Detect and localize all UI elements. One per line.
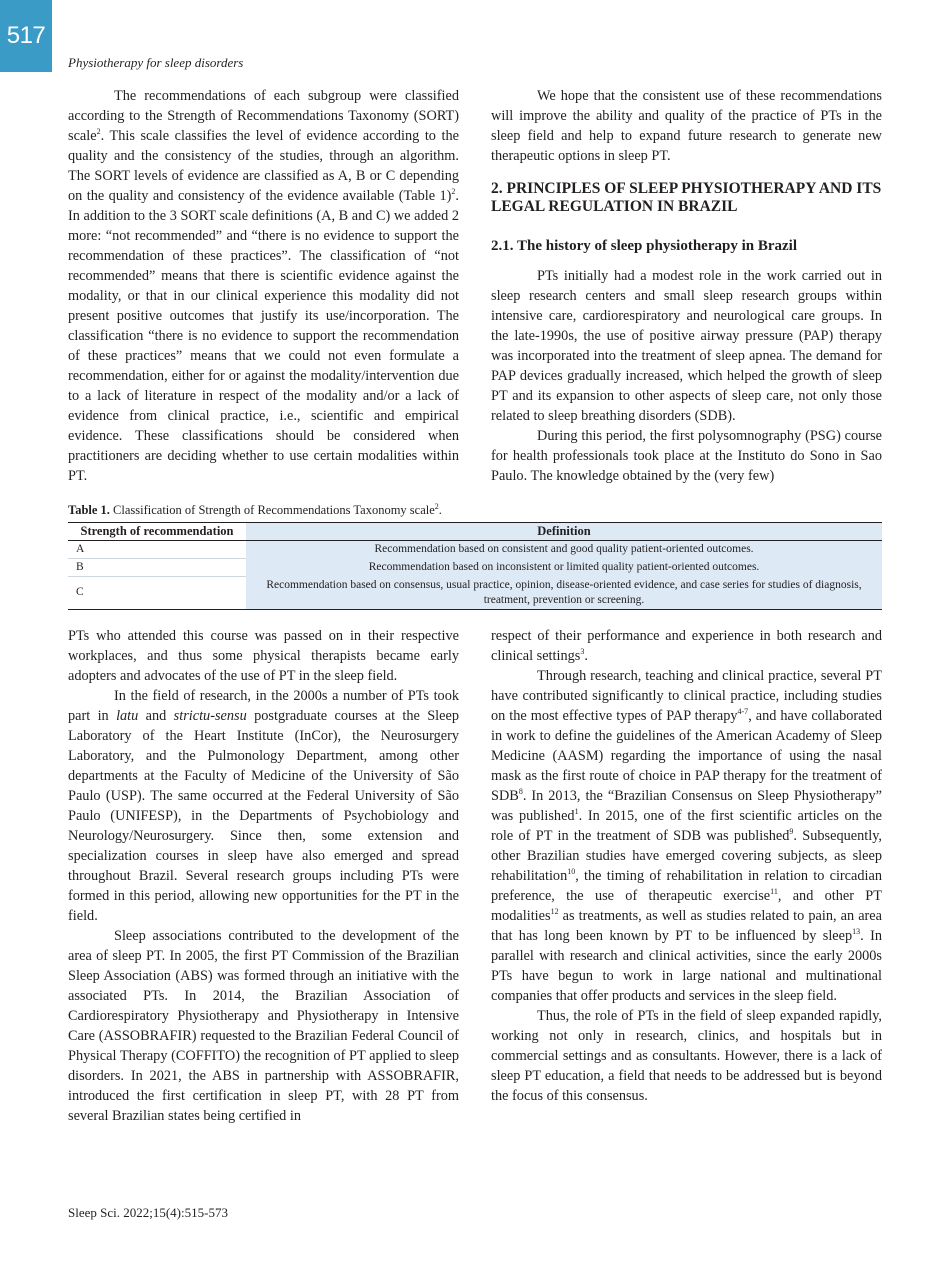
- paragraph: The recommendations of each subgroup were classified according to the Strength of Recommendations Taxonomy (SORT) scale$^2$. This scale classifies the level of evidence according to the quality and the consistency of the studies, through an algorithm. The SORT levels of evidence are classified as A, B or C depending on the quality and consistency of the evidence available (Table 1)$^2$. In addition to the 3 SORT scale definitions (A, B and C) we added 2 more: “not recommended” and “there is no evidence to support the recommendation of these practices”. The classification of “not recommended” means that there is scientific evidence against the modality, or that in our clinical experience this modality did not present positive outcomes that justify its use/incorporation. The classification “there is no evidence to support the recommendation of these practices” means that we could not even formulate a recommendation, either for or against the modality/intervention due to a lack of literature in respect of the modality and/or a lack of evidence from clinical practice, i.e., scientific and empirical evidence. These classifications should be considered when practitioners are deciding whether to use certain modalities within PT.: [68, 88, 459, 484]
- sort-table: [68, 503, 882, 610]
- left-column-bottom: [68, 626, 459, 1126]
- paragraph: We hope that the consistent use of these recommendations will improve the ability and quality of the practice of PTs in the sleep field and help to expand future research to generate new therapeutic options in sleep PT.: [491, 88, 882, 164]
- definition-cell: Recommendation based on consensus, usual practice, opinion, disease-oriented evidence, and case series for studies of diagnosis, treatment, prevention or screening.: [246, 577, 882, 610]
- grade-cell: B: [68, 559, 246, 577]
- grade-cell: C: [68, 577, 246, 610]
- paragraph: Sleep associations contributed to the development of the area of sleep PT. In 2005, the first PT Commission of the Brazilian Sleep Association (ABS) was formed through an initiative with the associated PTs. In 2014, the Brazilian Association of Cardiorespiratory Physiotherapy and Physiotherapy in Intensive Care (ASSOBRAFIR) requested to the Brazilian Federal Council of Physical Therapy (COFFITO) the recognition of PT applied to sleep disorders. In 2021, the ABS in partnership with ASSOBRAFIR, introduced the first certification in sleep PT, with 28 PT from several Brazilian states being certified in: [68, 928, 459, 1124]
- subsection-heading: 2.1. The history of sleep physiotherapy in Brazil: [491, 238, 797, 254]
- column-header: Definition: [246, 523, 882, 541]
- right-column-bottom: [491, 626, 882, 1106]
- paragraph: Through research, teaching and clinical practice, several PT have contributed significantly to clinical practice, including studies on the most effective types of PAP therapy$^{4-7}$, and have collaborated in work to define the guidelines of the American Academy of Sleep Medicine (AASM) regarding the importance of using the nasal mask as the first route of choice in PAP therapy for the treatment of SDB$^8$. In 2013, the “Brazilian Consensus on Sleep Physiotherapy” was published$^1$. In 2015, one of the first scientific articles on the role of PT in the treatment of SDB was published$^9$. Subsequently, other Brazilian studies have emerged covering subjects, as sleep rehabilitation$^{10}$, the timing of rehabilitation in relation to circadian preference, the use of therapeutic exercise$^{11}$, and other PT modalities$^{12}$ as treatments, as well as studies related to pain, an area that has long been known by PT to be influenced by sleep$^{13}$. In parallel with research and clinical activities, since the early 2000s PTs have begun to work in large national and multinational companies that offer products and services in the sleep field.: [491, 668, 883, 1004]
- definition-cell: Recommendation based on consistent and good quality patient-oriented outcomes.: [246, 541, 882, 559]
- section-heading: 2. PRINCIPLES OF SLEEP PHYSIOTHERAPY AND ITS LEGAL REGULATION IN BRAZIL: [491, 180, 882, 215]
- paragraph: respect of their performance and experience in both research and clinical settings$^3$.: [491, 628, 882, 664]
- table: [68, 522, 882, 610]
- table-row: [68, 577, 882, 610]
- paragraph: In the field of research, in the 2000s a number of PTs took part in latu and strictu-sensu postgraduate courses at the Sleep Laboratory of the Heart Institute (InCor), the Neurosurgery Laboratory, and the Pulmonology Department, among other departments at the Faculty of Medicine of the University of São Paulo (USP). The same occurred at the Federal University of São Paulo (UNIFESP), in the Departments of Psychobiology and Neurology/Neurosurgery. Since then, some extension and specialization courses in sleep have also emerged and spread throughout Brazil. Several research groups including PTs were formed in this period, allowing new opportunities for the PT in the field.: [68, 688, 459, 924]
- footer-citation: Sleep Sci. 2022;15(4):515-573: [68, 1205, 228, 1220]
- table-caption: Table 1. Classification of Strength of Recommendations Taxonomy scale$^2$.: [68, 501, 442, 517]
- paragraph: Thus, the role of PTs in the field of sleep expanded rapidly, working not only in research, clinics, and hospitals but in commercial settings and as consultants. However, there is a lack of sleep PT education, a field that needs to be addressed but is beyond the focus of this consensus.: [491, 1008, 882, 1104]
- paragraph: PTs initially had a modest role in the work carried out in sleep research centers and small sleep research groups within intensive care, cardiorespiratory and neurological care groups. In the late-1990s, the use of positive airway pressure (PAP) therapy was incorporated into the treatment of sleep apnea. The demand for PAP devices gradually increased, which helped the growth of sleep PT and its expansion to other aspects of sleep care, not only those related to sleep breathing disorders (SDB).: [491, 268, 882, 424]
- running-title: Physiotherapy for sleep disorders: [68, 55, 244, 70]
- right-column-top: [491, 86, 882, 486]
- paragraph: During this period, the first polysomnography (PSG) course for health professionals took place at the Instituto do Sono in Sao Paulo. The knowledge obtained by the (very few): [491, 428, 882, 484]
- table-header-row: [68, 523, 882, 541]
- page-number: 517: [6, 22, 46, 49]
- grade-cell: A: [68, 541, 246, 559]
- table-row: [68, 541, 882, 559]
- page-number-badge: [0, 0, 52, 72]
- column-header: Strength of recommendation: [68, 523, 246, 541]
- table-row: [68, 559, 882, 577]
- left-column-top: [68, 86, 459, 486]
- definition-cell: Recommendation based on inconsistent or limited quality patient-oriented outcomes.: [246, 559, 882, 577]
- paragraph: PTs who attended this course was passed on in their respective workplaces, and thus some physical therapists became early adopters and advocates of the use of PT in the sleep field.: [68, 628, 459, 684]
